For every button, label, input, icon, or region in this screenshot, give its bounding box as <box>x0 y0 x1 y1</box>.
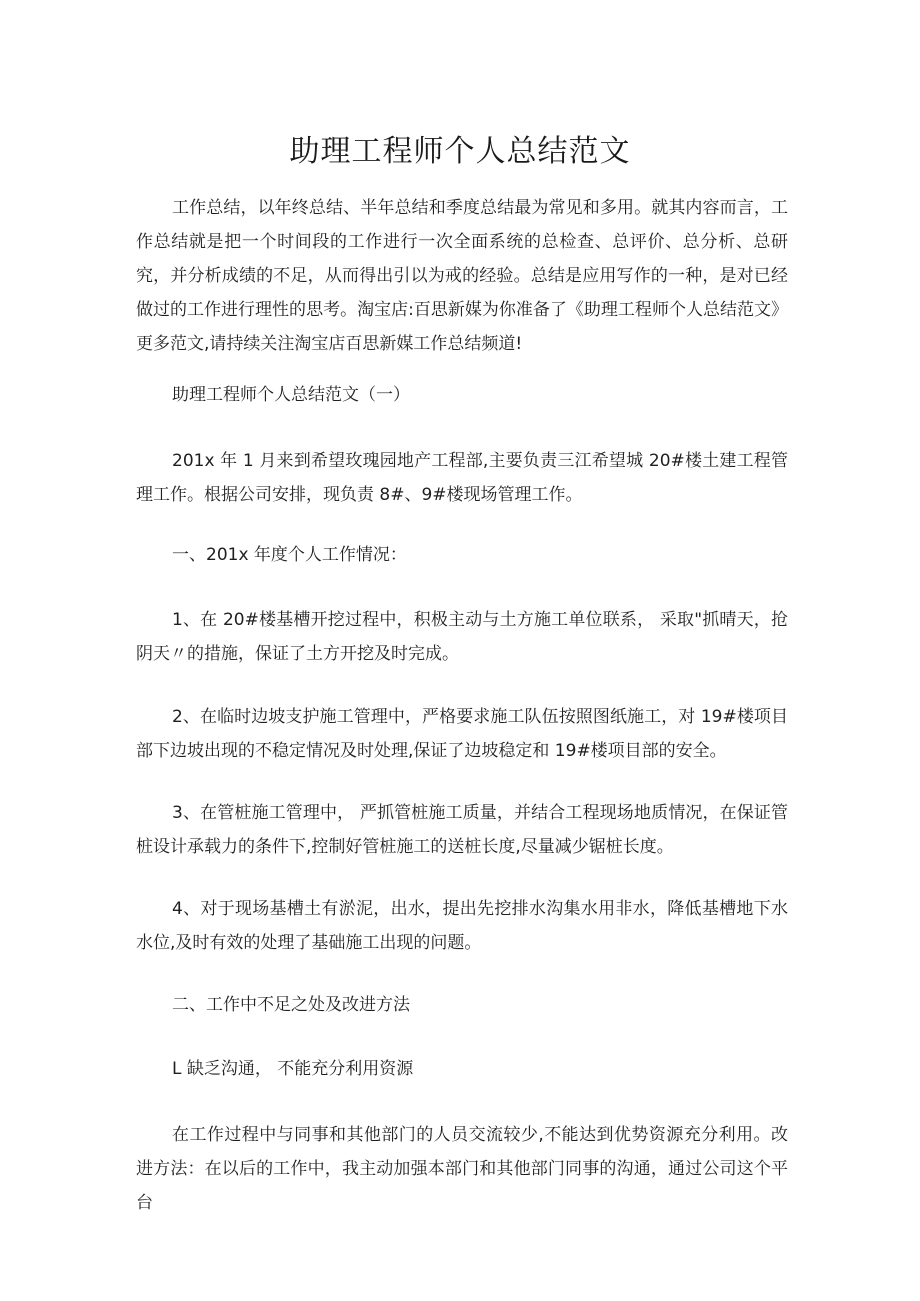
work-item-4: 4、对于现场基槽土有淤泥，出水，提出先挖排水沟集水用非水，降低基槽地下水水位,及时有效的处理了基础施工出现的问题。 <box>136 899 788 953</box>
section-heading-2: 二、工作中不足之处及改进方法 <box>172 995 410 1015</box>
work-item-2: 2、在临时边坡支护施工管理中，严格要求施工队伍按照图纸施工，对 19#楼项目部下边坡出现的不稳定情况及时处理,保证了边坡稳定和 19#楼项目部的安全。 <box>136 707 788 761</box>
work-item-3: 3、在管桩施工管理中， 严抓管桩施工质量，并结合工程现场地质情况，在保证管桩设计承载力的条件下,控制好管桩施工的送桩长度,尽量减少锯桩长度。 <box>136 803 788 857</box>
start-paragraph: 201x 年 1 月来到希望玫瑰园地产工程部,主要负责三江希望城 20#楼土建工程管理工作。根据公司安排，现负责 8#、9#楼现场管理工作。 <box>136 451 788 505</box>
section-heading-1: 一、201x 年度个人工作情况： <box>172 545 407 565</box>
document-title: 助理工程师个人总结范文 <box>289 134 631 169</box>
improvement-paragraph: 在工作过程中与同事和其他部门的人员交流较少,不能达到优势资源充分利用。改进方法：在以后的工作中，我主动加强本部门和其他部门同事的沟通，通过公司这个平台 <box>136 1125 788 1213</box>
intro-paragraph: 工作总结，以年终总结、半年总结和季度总结最为常见和多用。就其内容而言，工作总结就是把一个时间段的工作进行一次全面系统的总检查、总评价、总分析、总研究，并分析成绩的不足，从而得出引以为戒的经验。总结是应用写作的一种，是对已经做过的工作进行理性的思考。淘宝店:百思新媒为你准备了《助理工程师个人总结范文》更多范文,请持续关注淘宝店百思新媒工作总结频道! <box>136 198 788 354</box>
section-subtitle: 助理工程师个人总结范文（一） <box>172 385 410 405</box>
shortcoming-item-1: L 缺乏沟通， 不能充分利用资源 <box>172 1059 414 1079</box>
work-item-1: 1、在 20#楼基槽开挖过程中，积极主动与土方施工单位联系， 采取"抓晴天，抢阴天〃的措施，保证了土方开挖及时完成。 <box>136 610 788 664</box>
